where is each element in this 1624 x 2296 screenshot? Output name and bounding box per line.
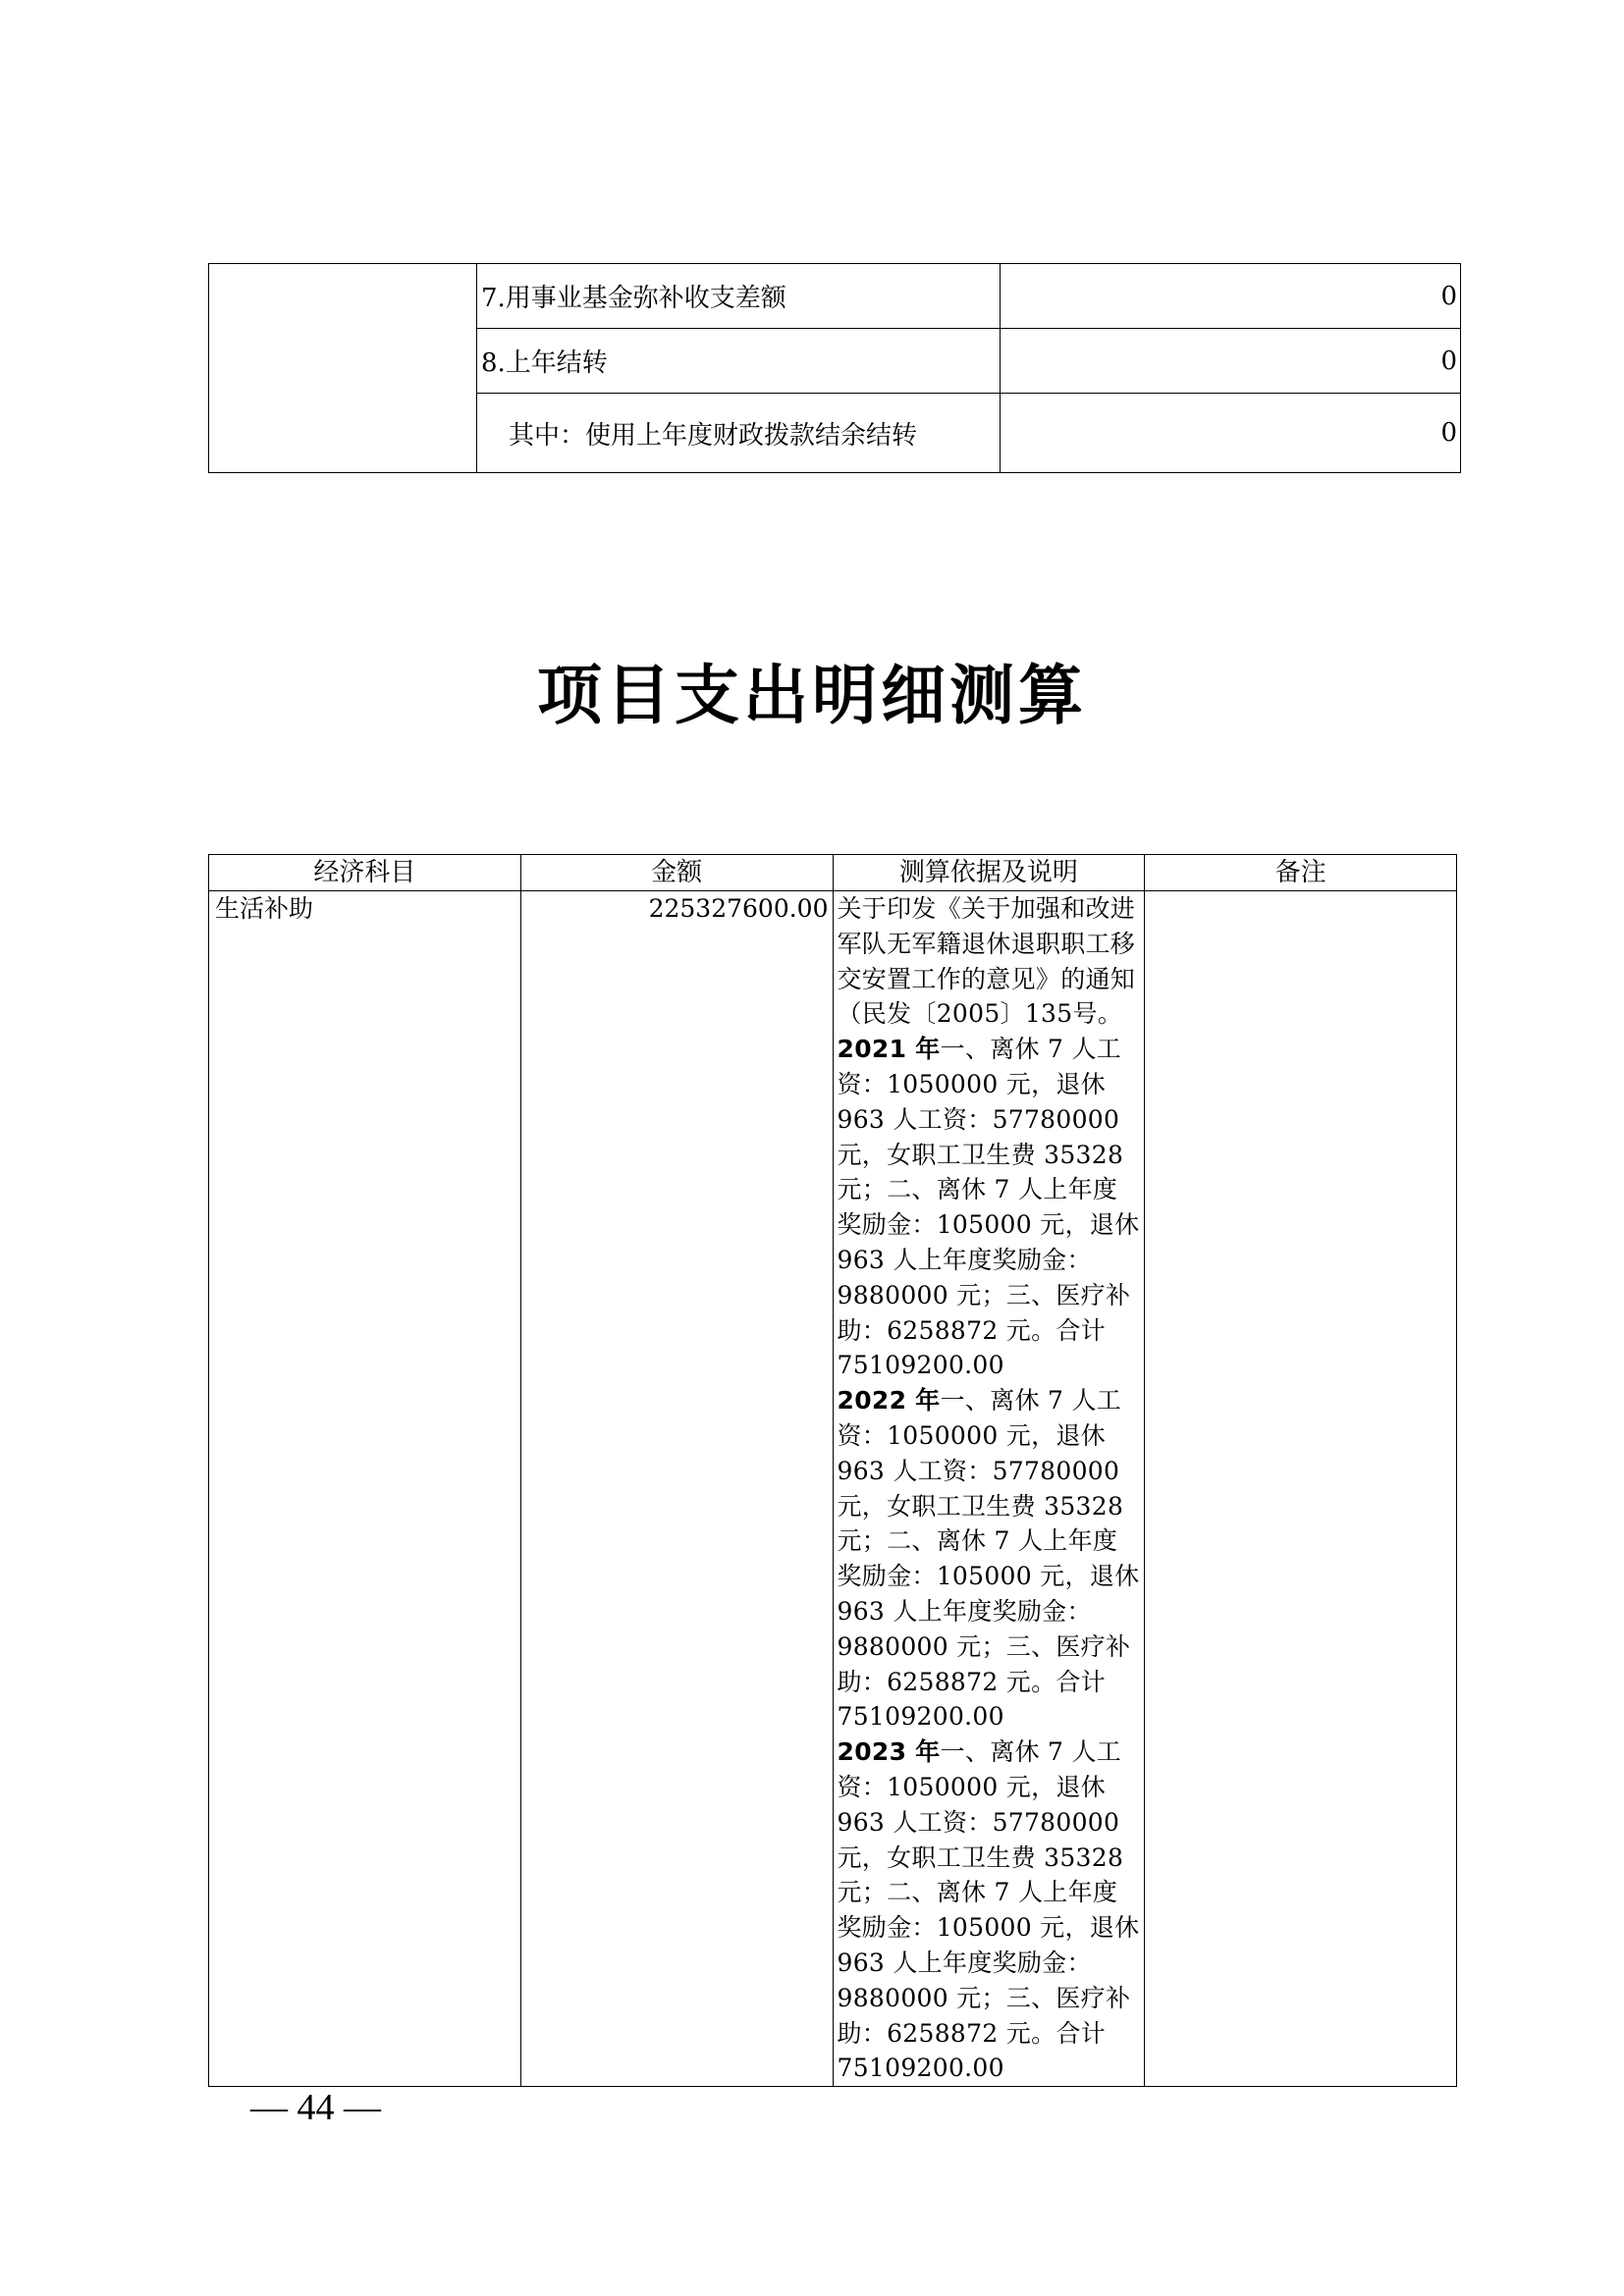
table-row: [209, 891, 1457, 2087]
row-value: 0: [1001, 329, 1461, 394]
row-value: 0: [1001, 264, 1461, 329]
row-label: 其中：使用上年度财政拨款结余结转: [477, 394, 1001, 473]
year-label: 2021 年: [837, 1035, 941, 1064]
basis-cell: [833, 891, 1145, 2087]
header-remark: 备注: [1145, 855, 1457, 891]
year-detail: 一、离休 7 人工资：1050000 元，退休 963 人工资：57780000 元，女职工卫生费 35328 元；二、离休 7 人上年度奖励金：105000 元，退休 963 人上年度奖励金：9880000 元；三、医疗补助：6258872 元。合计 75109200.00: [837, 1737, 1140, 2083]
row-value: 0: [1001, 394, 1461, 473]
blank-cell: [209, 264, 477, 473]
header-subject: 经济科目: [209, 855, 521, 891]
header-basis: 测算依据及说明: [833, 855, 1145, 891]
subject-cell: 生活补助: [209, 891, 521, 2087]
year-detail: 一、离休 7 人工资：1050000 元，退休 963 人工资：57780000 元，女职工卫生费 35328 元；二、离休 7 人上年度奖励金：105000 元，退休 963 人上年度奖励金：9880000 元；三、医疗补助：6258872 元。合计 75109200.00: [837, 1386, 1140, 1732]
amount-cell: 225327600.00: [520, 891, 833, 2087]
header-amount: 金额: [520, 855, 833, 891]
year-label: 2023 年: [837, 1737, 941, 1767]
row-label: 8.上年结转: [477, 329, 1001, 394]
project-expense-table: [208, 854, 1457, 2087]
table-row: [209, 264, 1461, 329]
page-title: 项目支出明细测算: [537, 658, 1087, 733]
year-detail: 一、离休 7 人工资：1050000 元，退休 963 人工资：57780000 元，女职工卫生费 35328 元；二、离休 7 人上年度奖励金：105000 元，退休 963 人上年度奖励金：9880000 元；三、医疗补助：6258872 元。合计 75109200.00: [837, 1035, 1140, 1380]
year-label: 2022 年: [837, 1386, 941, 1415]
income-summary-table: [208, 263, 1461, 473]
basis-intro: 关于印发《关于加强和改进军队无军籍退休退职职工移交安置工作的意见》的通知（民发〔2005〕135号。: [837, 894, 1136, 1029]
page-number: — 44 —: [250, 2087, 381, 2128]
header-row: [209, 855, 1457, 891]
row-label: 7.用事业基金弥补收支差额: [477, 264, 1001, 329]
remark-cell: [1145, 891, 1457, 2087]
